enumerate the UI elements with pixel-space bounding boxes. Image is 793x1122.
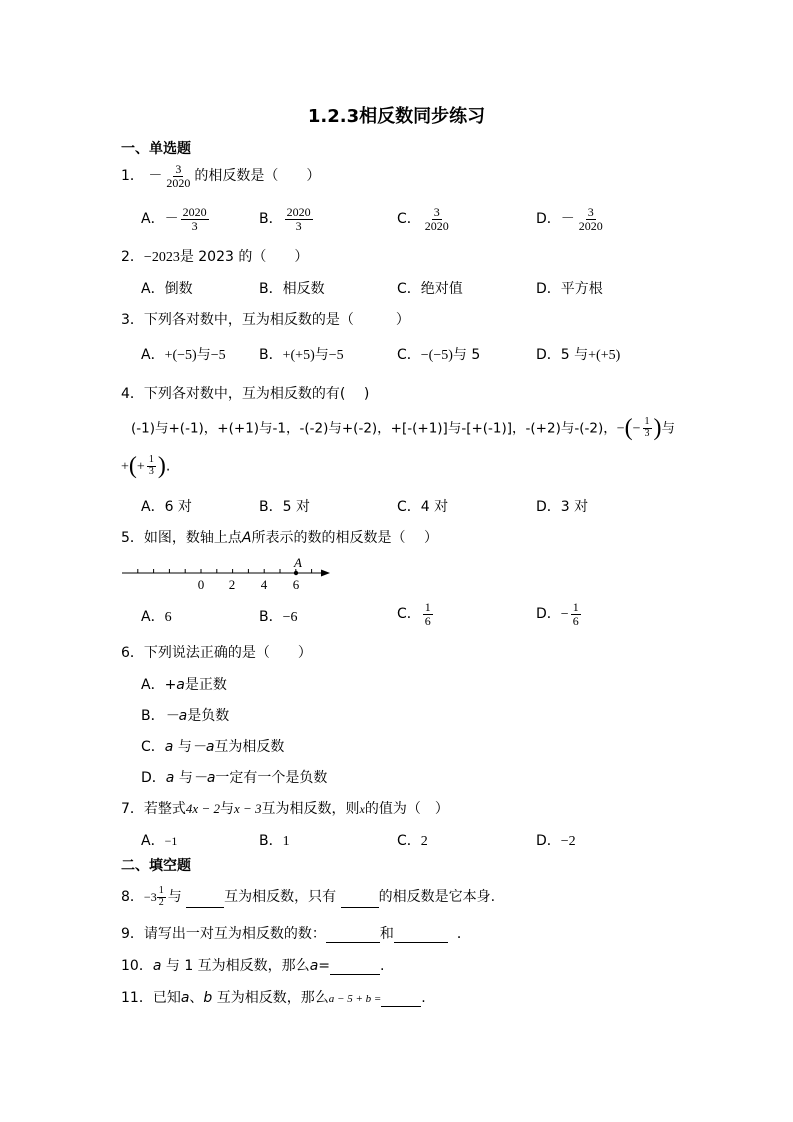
- option-a[interactable]: A．+a是正数: [141, 677, 227, 693]
- negative-sign: －: [148, 168, 163, 185]
- option-c[interactable]: C． $\frac{1}{6}$: [397, 600, 431, 628]
- question-4: 4．下列各对数中，互为相反数的有( ): [121, 386, 370, 402]
- number-line: [118, 555, 334, 595]
- option-a[interactable]: A．+(−5)与−5: [141, 347, 226, 363]
- option-a[interactable]: A．6 对: [141, 499, 192, 515]
- tick-label: 2: [228, 577, 236, 592]
- question-stem: 的相反数是（ ）: [194, 168, 321, 185]
- question-5: 5．如图，数轴上点A所表示的数的相反数是（ ）: [121, 530, 438, 546]
- option-a[interactable]: A．－ $\frac{2020}{3}$: [141, 205, 207, 233]
- question-9: 9．请写出一对互为相反数的数： 和 ．: [121, 926, 471, 942]
- option-c[interactable]: C．−(−5)与 5: [397, 347, 481, 363]
- option-c[interactable]: C． $\frac{3}{2020}$: [397, 205, 449, 233]
- math-expression: −2023: [143, 250, 180, 265]
- option-b[interactable]: B．1: [259, 833, 290, 849]
- page-title: 1.2.3相反数同步练习: [307, 106, 486, 127]
- option-b[interactable]: B．+(+5)与−5: [259, 347, 344, 363]
- option-d[interactable]: D．a 与－a一定有一个是负数: [141, 770, 328, 786]
- answer-blank[interactable]: [326, 928, 380, 943]
- tick-label: 0: [197, 577, 205, 592]
- section-heading-single-choice: 一、单选题: [121, 141, 191, 157]
- question-6: 6．下列说法正确的是（ ）: [121, 645, 312, 661]
- point-label: A: [294, 555, 302, 570]
- question-number: 1．: [121, 168, 144, 185]
- question-8: 8．−3 $\frac{1}{2}$ 与 互为相反数，只有 的相反数是它本身.: [121, 885, 496, 908]
- answer-blank[interactable]: [381, 992, 421, 1007]
- fraction: $\frac{3}{2020}$: [166, 162, 191, 190]
- question-4-pairs-line-1: (-1)与+(-1)，+(+1)与-1，-(-2)与+(-2)，+[-(+1)]与-[+(-1)]，-(+2)与-(-2)，−(− $\frac{1}{3}$ )与: [131, 415, 676, 441]
- option-c[interactable]: C．2: [397, 833, 428, 849]
- option-a[interactable]: A．倒数: [141, 281, 193, 297]
- option-b[interactable]: B．－a是负数: [141, 708, 230, 724]
- option-b[interactable]: B．−6: [259, 609, 298, 625]
- question-10: 10．a 与 1 互为相反数，那么a= .: [121, 958, 385, 974]
- answer-blank[interactable]: [394, 928, 448, 943]
- question-11: 11．已知a、b 互为相反数，那么a − 5 + b = .: [121, 990, 426, 1006]
- option-b[interactable]: B．相反数: [259, 281, 325, 297]
- option-d[interactable]: D．3 对: [536, 499, 589, 515]
- question-2: 2．−2023是 2023 的（ ）: [121, 249, 309, 265]
- answer-blank[interactable]: [330, 960, 380, 975]
- option-d[interactable]: D．平方根: [536, 281, 603, 297]
- answer-blank[interactable]: [341, 893, 379, 908]
- answer-blank[interactable]: [186, 893, 224, 908]
- question-7: 7．若整式4x − 2与x − 3互为相反数，则x的值为（ ）: [121, 801, 449, 817]
- option-a[interactable]: A．6: [141, 609, 172, 625]
- option-d[interactable]: D．− $\frac{1}{6}$: [536, 600, 579, 628]
- question-4-pairs-line-2: +(+ $\frac{1}{3}$ ).: [121, 453, 171, 479]
- option-b[interactable]: B． $\frac{2020}{3}$: [259, 205, 311, 233]
- option-d[interactable]: D．−2: [536, 833, 576, 849]
- option-d[interactable]: D．5 与+(+5): [536, 347, 621, 363]
- point-a: [294, 571, 298, 575]
- option-c[interactable]: C．4 对: [397, 499, 449, 515]
- arrow-right-icon: [321, 570, 330, 577]
- option-c[interactable]: C．a 与－a互为相反数: [141, 739, 285, 755]
- question-1: [121, 163, 320, 189]
- option-c[interactable]: C．绝对值: [397, 281, 463, 297]
- option-b[interactable]: B．5 对: [259, 499, 310, 515]
- option-a[interactable]: A．−1: [141, 833, 178, 849]
- option-d[interactable]: D．－ $\frac{3}{2020}$: [536, 205, 603, 233]
- section-heading-fill-in: 二、填空题: [121, 858, 191, 874]
- tick-label: 4: [260, 577, 268, 592]
- tick-label: 6: [292, 577, 300, 592]
- question-3: 3．下列各对数中，互为相反数的是（ ）: [121, 312, 410, 328]
